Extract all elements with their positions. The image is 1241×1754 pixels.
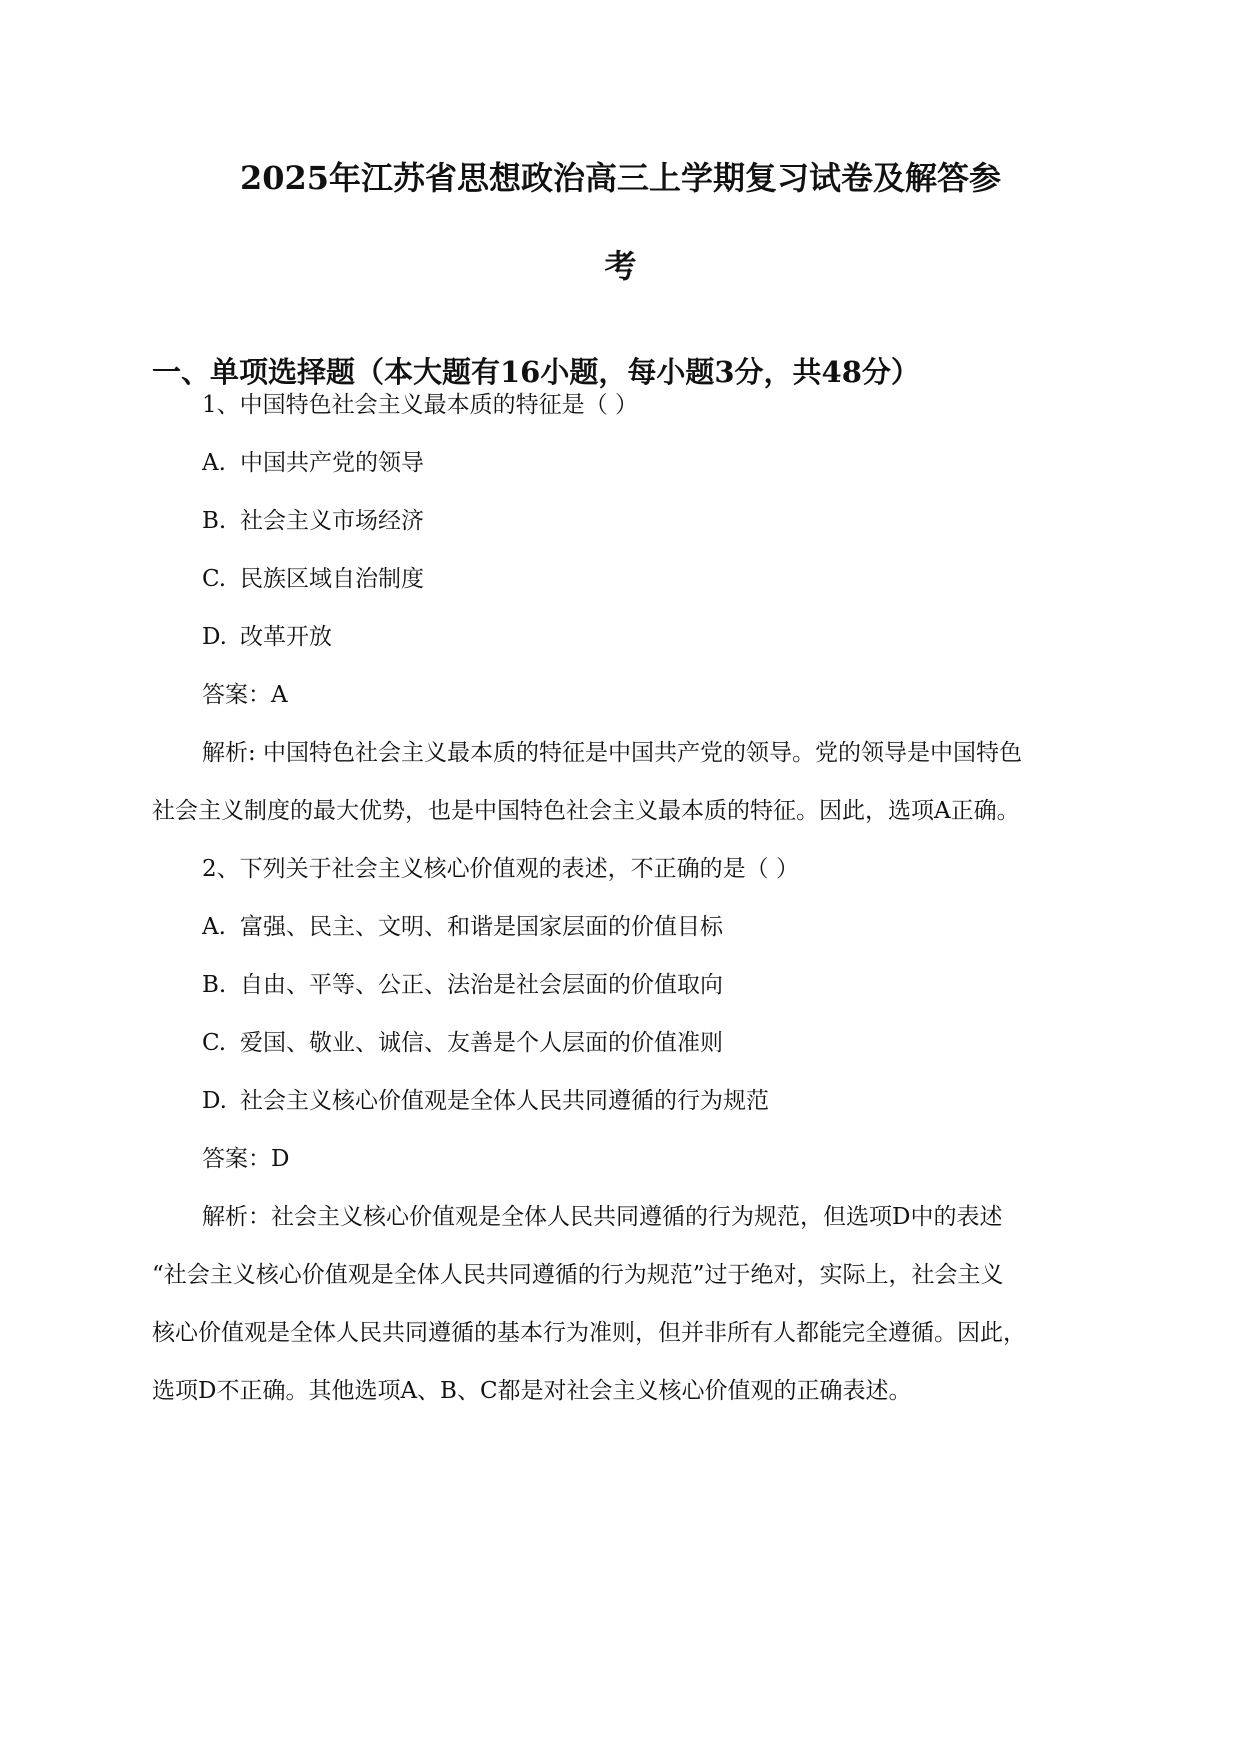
option-text: 富强、民主、文明、和谐是国家层面的价值目标 [240,914,723,940]
question-2-stem: 2、下列关于社会主义核心价值观的表述，不正确的是（ ） [202,856,799,882]
option-letter: B. [202,972,227,998]
option-letter: C. [202,1030,227,1056]
question-2-option-c [202,1028,723,1058]
option-text: 中国共产党的领导 [240,450,424,476]
question-2-analysis-line-4: 选项D不正确。其他选项A、B、C都是对社会主义核心价值观的正确表述。 [152,1378,912,1404]
option-text: 爱国、敬业、诚信、友善是个人层面的价值准则 [240,1030,723,1056]
question-2-option-b [202,970,723,1000]
option-text: 社会主义核心价值观是全体人民共同遵循的行为规范 [240,1088,769,1114]
option-letter: C. [202,566,227,592]
question-1-option-a [202,448,424,478]
question-1-option-c [202,564,424,594]
option-text: 自由、平等、公正、法治是社会层面的价值取向 [240,972,723,998]
option-text: 改革开放 [240,624,332,650]
option-letter: D. [202,624,227,650]
question-1-option-d [202,622,332,652]
option-letter: B. [202,508,227,534]
question-2-analysis-line-1: 解析：社会主义核心价值观是全体人民共同遵循的行为规范，但选项D中的表述 [202,1204,1003,1230]
option-letter: A. [202,450,226,476]
question-2-analysis-line-2: “社会主义核心价值观是全体人民共同遵循的行为规范”过于绝对，实际上，社会主义 [152,1262,1004,1288]
option-text: 社会主义市场经济 [240,508,424,534]
question-1-stem: 1、中国特色社会主义最本质的特征是（ ） [202,392,638,418]
question-1-analysis-line-1: 解析: 中国特色社会主义最本质的特征是中国共产党的领导。党的领导是中国特色 [202,740,1023,766]
question-2-option-a [202,912,723,942]
document-title-line-2: 考 [604,247,637,285]
question-2-option-d [202,1086,769,1116]
question-2-analysis-line-3: 核心价值观是全体人民共同遵循的基本行为准则，但并非所有人都能完全遵循。因此， [152,1320,1026,1346]
section-heading: 一、单项选择题（本大题有16小题，每小题3分，共48分） [152,355,920,389]
option-text: 民族区域自治制度 [240,566,424,592]
option-letter: D. [202,1088,227,1114]
question-1-option-b [202,506,424,536]
question-1-analysis-line-2: 社会主义制度的最大优势，也是中国特色社会主义最本质的特征。因此，选项A正确。 [152,798,1020,824]
question-2-answer: 答案：D [202,1146,290,1172]
option-letter: A. [202,914,226,940]
question-1-answer: 答案：A [202,682,288,708]
document-title-line-1: 2025年江苏省思想政治高三上学期复习试卷及解答参 [239,159,1002,197]
